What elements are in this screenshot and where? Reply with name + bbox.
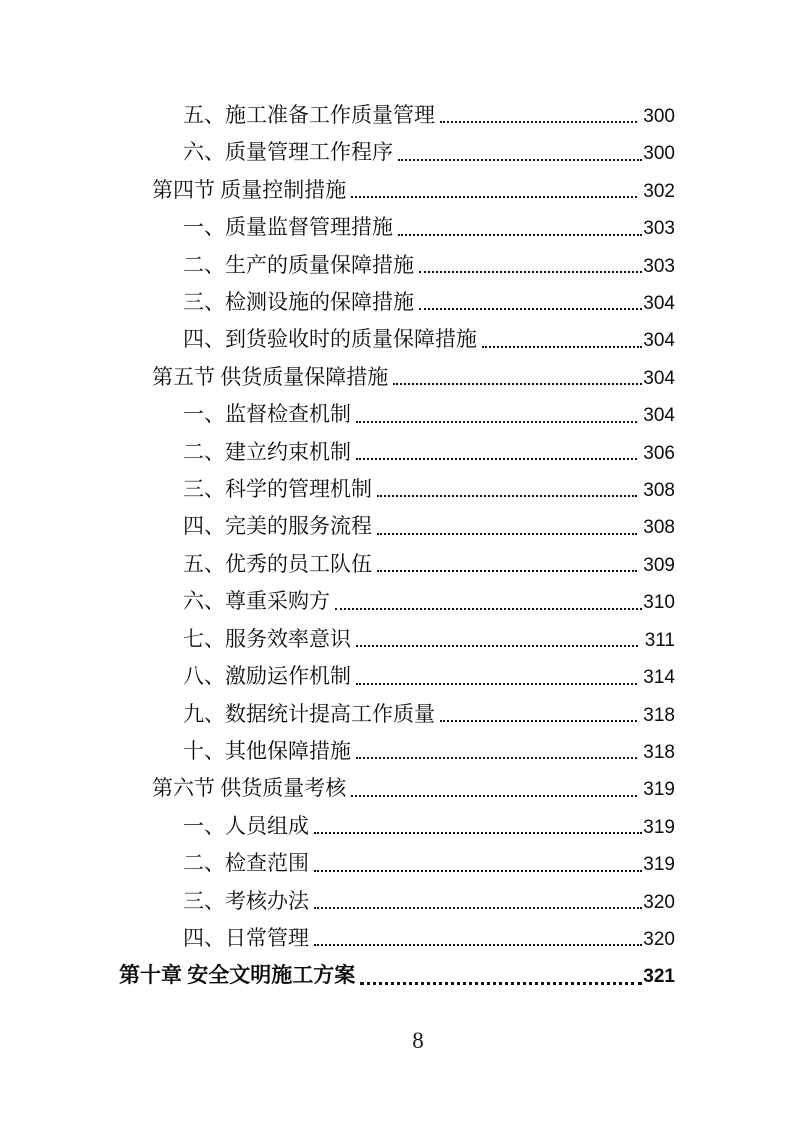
toc-entry[interactable] bbox=[118, 172, 675, 209]
toc-entry-title: 六、质量管理工作程序 bbox=[183, 140, 393, 165]
toc-entry[interactable] bbox=[118, 957, 675, 994]
toc-entry-title: 四、到货验收时的质量保障措施 bbox=[183, 327, 477, 352]
toc-entry-page: 320 bbox=[643, 891, 675, 913]
toc-leader-dots bbox=[314, 832, 642, 834]
toc-entry-title: 一、监督检查机制 bbox=[183, 402, 351, 427]
toc-entry-page: 309 bbox=[638, 554, 675, 576]
toc-entry-page: 320 bbox=[643, 928, 675, 950]
toc-entry[interactable] bbox=[118, 321, 675, 358]
toc-entry-title: 第六节 供货质量考核 bbox=[152, 776, 347, 801]
toc-entry[interactable] bbox=[118, 97, 675, 134]
toc-entry[interactable] bbox=[118, 658, 675, 695]
toc-leader-dots bbox=[419, 308, 642, 310]
toc-leader-dots bbox=[377, 495, 637, 497]
toc-entry-page: 302 bbox=[638, 180, 675, 202]
toc-entry-page: 308 bbox=[638, 480, 675, 502]
toc-entry[interactable] bbox=[118, 359, 675, 396]
toc-entry[interactable] bbox=[118, 808, 675, 845]
toc-leader-dots bbox=[356, 757, 637, 759]
toc-leader-dots bbox=[360, 982, 642, 985]
toc-entry-page: 319 bbox=[638, 779, 675, 801]
toc-entry[interactable] bbox=[118, 733, 675, 770]
toc-entry[interactable] bbox=[118, 546, 675, 583]
toc-leader-dots bbox=[398, 159, 642, 161]
toc-entry-title: 一、质量监督管理措施 bbox=[183, 215, 393, 240]
toc-entry-page: 318 bbox=[638, 741, 675, 763]
toc-entry[interactable] bbox=[118, 471, 675, 508]
toc-entry-title: 二、生产的质量保障措施 bbox=[183, 252, 414, 277]
toc-leader-dots bbox=[398, 234, 642, 236]
toc-leader-dots bbox=[335, 608, 642, 610]
toc-entry-title: 三、检测设施的保障措施 bbox=[183, 290, 414, 315]
toc-leader-dots bbox=[419, 271, 642, 273]
toc-entry-page: 319 bbox=[643, 816, 675, 838]
toc-entry-title: 八、激励运作机制 bbox=[183, 664, 351, 689]
toc-entry-page: 300 bbox=[638, 106, 675, 127]
toc-entry-page: 310 bbox=[643, 592, 675, 614]
toc-entry-title: 四、完美的服务流程 bbox=[183, 514, 372, 539]
toc-entry-title: 三、考核办法 bbox=[183, 888, 309, 913]
toc-leader-dots bbox=[356, 421, 637, 423]
toc-entry[interactable] bbox=[118, 434, 675, 471]
toc-entry[interactable] bbox=[118, 209, 675, 246]
toc-leader-dots bbox=[377, 570, 637, 572]
toc-leader-dots bbox=[356, 645, 638, 647]
toc-entry[interactable] bbox=[118, 583, 675, 620]
toc-leader-dots bbox=[314, 870, 642, 872]
toc-list bbox=[118, 97, 675, 995]
toc-entry-title: 四、日常管理 bbox=[183, 925, 309, 950]
toc-entry[interactable] bbox=[118, 770, 675, 807]
toc-entry[interactable] bbox=[118, 845, 675, 882]
toc-entry-page: 319 bbox=[643, 854, 675, 876]
toc-entry-page: 300 bbox=[643, 143, 675, 165]
toc-leader-dots bbox=[356, 458, 637, 460]
toc-entry-page: 311 bbox=[639, 629, 675, 651]
toc-entry-page: 304 bbox=[643, 330, 675, 352]
toc-leader-dots bbox=[351, 196, 637, 198]
toc-entry-page: 303 bbox=[643, 255, 675, 277]
toc-leader-dots bbox=[351, 795, 637, 797]
toc-entry-title: 九、数据统计提高工作质量 bbox=[183, 701, 435, 726]
toc-entry-page: 314 bbox=[638, 667, 675, 689]
toc-entry-title: 一、人员组成 bbox=[183, 813, 309, 838]
toc-entry[interactable] bbox=[118, 247, 675, 284]
toc-entry-title: 第四节 质量控制措施 bbox=[152, 177, 347, 202]
toc-entry-page: 304 bbox=[638, 405, 675, 427]
toc-entry[interactable] bbox=[118, 696, 675, 733]
toc-leader-dots bbox=[393, 383, 642, 385]
toc-leader-dots bbox=[314, 944, 642, 946]
toc-entry[interactable] bbox=[118, 134, 675, 171]
footer-page-number: 8 bbox=[412, 1028, 424, 1053]
toc-leader-dots bbox=[440, 121, 637, 123]
toc-entry-page: 318 bbox=[638, 704, 675, 726]
toc-entry-page: 304 bbox=[643, 367, 675, 389]
toc-entry[interactable] bbox=[118, 508, 675, 545]
toc-leader-dots bbox=[314, 907, 642, 909]
toc-entry-page: 321 bbox=[643, 966, 675, 988]
toc-entry-title: 第十章 安全文明施工方案 bbox=[119, 963, 356, 988]
toc-entry[interactable] bbox=[118, 396, 675, 433]
toc-entry[interactable] bbox=[118, 621, 675, 658]
toc-leader-dots bbox=[440, 720, 637, 722]
toc-entry-page: 308 bbox=[638, 517, 675, 539]
toc-entry[interactable] bbox=[118, 920, 675, 957]
toc-leader-dots bbox=[482, 346, 642, 348]
toc-entry-title: 五、施工准备工作质量管理 bbox=[183, 103, 435, 127]
toc-leader-dots bbox=[356, 683, 637, 685]
toc-entry-page: 306 bbox=[638, 442, 675, 464]
toc-entry-title: 十、其他保障措施 bbox=[183, 738, 351, 763]
toc-entry-title: 七、服务效率意识 bbox=[183, 626, 351, 651]
toc-entry[interactable] bbox=[118, 284, 675, 321]
toc-entry-title: 五、优秀的员工队伍 bbox=[183, 551, 372, 576]
toc-entry-page: 304 bbox=[643, 293, 675, 315]
toc-entry-page: 303 bbox=[643, 218, 675, 240]
toc-entry-title: 三、科学的管理机制 bbox=[183, 477, 372, 502]
toc-entry-title: 第五节 供货质量保障措施 bbox=[152, 364, 389, 389]
toc-leader-dots bbox=[377, 533, 637, 535]
toc-entry[interactable] bbox=[118, 883, 675, 920]
toc-entry-title: 二、建立约束机制 bbox=[183, 439, 351, 464]
toc-entry-title: 二、检查范围 bbox=[183, 851, 309, 876]
toc-entry-title: 六、尊重采购方 bbox=[183, 589, 330, 614]
